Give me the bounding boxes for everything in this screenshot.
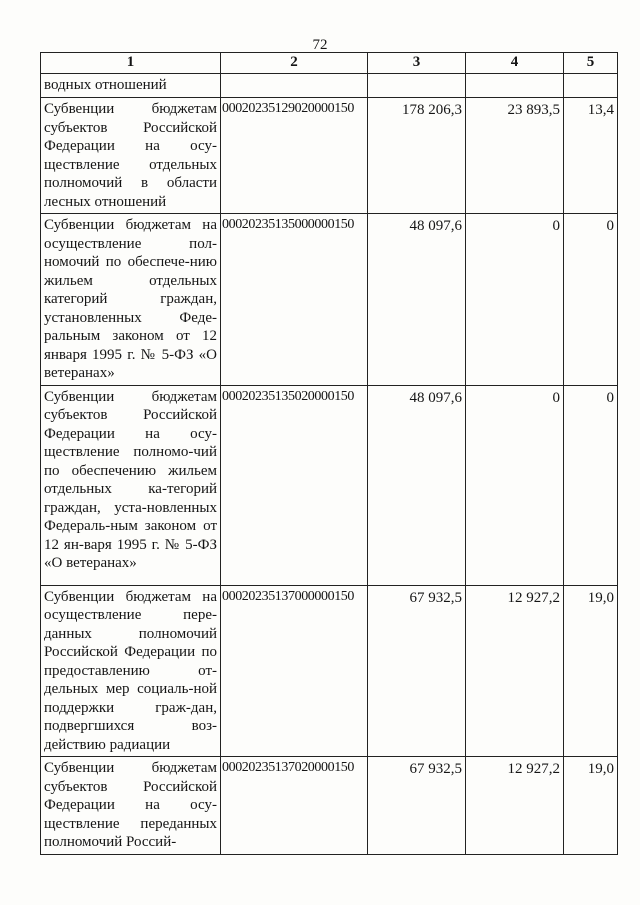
column-header-2: 2 [221,53,368,74]
table-row [41,98,618,214]
page-number: 72 [312,37,328,53]
row-name: Субвенции бюджетам субъектов Российской Федерации на осу-ществление переданных полномочий Россий- [41,757,221,855]
row-value-4: 23 893,5 [466,98,564,214]
row-value-3: 67 932,5 [368,585,466,757]
row-value-3: 48 097,6 [368,385,466,585]
column-header-1: 1 [41,53,221,74]
row-value-4: 12 927,2 [466,585,564,757]
row-name: Субвенции бюджетам на осуществление пере-данных полномочий Российской Федерации по предоставлению от-дельных мер социаль-ной поддержки граж-дан, подвергшихся воз-действию радиации [41,585,221,757]
row-value-5: 19,0 [564,757,618,855]
table-row [41,757,618,855]
continuation-text: водных отношений [41,74,221,98]
table-row [41,385,618,585]
row-code: 00020235135020000150 [221,385,368,585]
row-code: 00020235129020000150 [221,98,368,214]
column-header-3: 3 [368,53,466,74]
continuation-row [41,74,618,98]
column-header-5: 5 [564,53,618,74]
budget-table [40,52,618,855]
row-value-3: 67 932,5 [368,757,466,855]
row-name: Субвенции бюджетам субъектов Российской Федерации на осу-ществление отдельных полномочий в области лесных отношений [41,98,221,214]
row-value-3: 178 206,3 [368,98,466,214]
row-code: 00020235137000000150 [221,585,368,757]
row-name: Субвенции бюджетам субъектов Российской Федерации на осу-ществление полномо-чий по обеспечению жильем отдельных ка-тегорий граждан, уста-новленных Федераль-ным законом от 12 ян-варя 1995 г. № 5-ФЗ «О ветеранах» [41,385,221,585]
row-value-4: 12 927,2 [466,757,564,855]
row-code: 00020235135000000150 [221,214,368,386]
row-code: 00020235137020000150 [221,757,368,855]
row-value-4: 0 [466,385,564,585]
row-value-5: 0 [564,214,618,386]
table-row [41,214,618,386]
row-value-4: 0 [466,214,564,386]
row-value-5: 19,0 [564,585,618,757]
column-header-4: 4 [466,53,564,74]
table-row [41,585,618,757]
row-name: Субвенции бюджетам на осуществление пол-номочий по обеспече-нию жильем отдельных категорий граждан, установленных Феде-ральным законом от 12 января 1995 г. № 5-ФЗ «О ветеранах» [41,214,221,386]
row-value-5: 13,4 [564,98,618,214]
row-value-3: 48 097,6 [368,214,466,386]
row-value-5: 0 [564,385,618,585]
header-row [41,53,618,74]
